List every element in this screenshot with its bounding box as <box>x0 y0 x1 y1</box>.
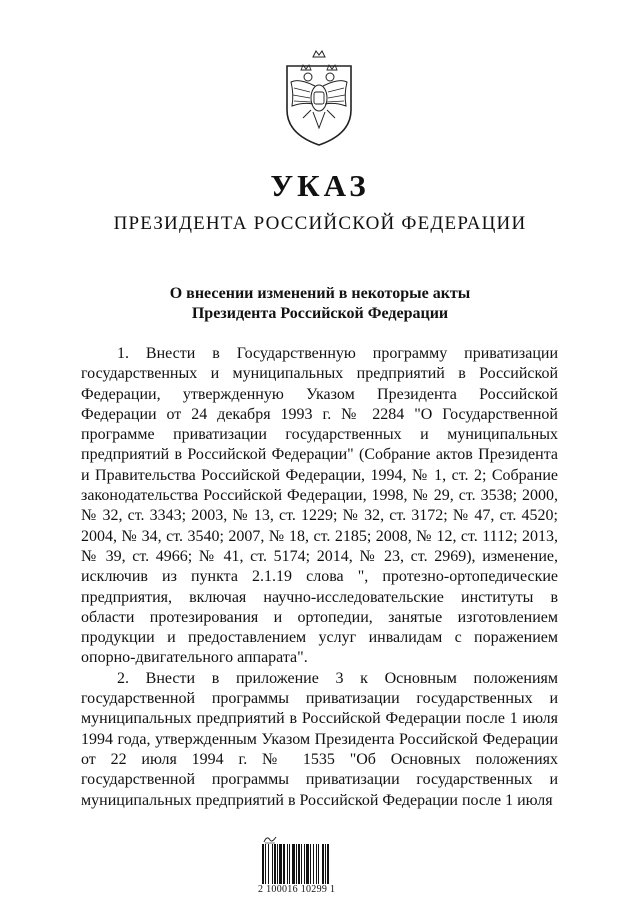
decree-subject <box>0 284 640 324</box>
barcode-block <box>258 834 358 898</box>
paragraph-2: 2. Внести в приложение 3 к Основным положениям государственной программы приватизации государственных и муниципальных предприятий в Российской Федерации после 1 июля 1994 года, утвержденным Указом Президента Российской Федерации от 22 июля 1994 г. № 1535 "Об Основных положениях государственной программы приватизации государственных и муниципальных предприятий в Российской Федерации после 1 июля <box>81 669 558 809</box>
paragraph-1: 1. Внести в Государственную программу приватизации государственных и муниципальных предприятий в Российской Федерации, утвержденную Указом Президента Российской Федерации от 24 декабря 1993 г. № 2284 "О Государственной программе приватизации государственных и муниципальных предприятий в Российской Федерации" (Собрание актов Президента и Правительства Российской Федерации, 1994, № 1, ст. 2; Собрание законодательства Российской Федерации, 1998, № 29, ст. 3538; 2000, № 32, ст. 3343; 2003, № 13, ст. 1229; № 32, ст. 3172; № 47, ст. 4520; 2004, № 34, ст. 3540; 2007, № 18, ст. 2185; 2008, № 12, ст. 1112; 2013, № 39, ст. 4966; № 41, ст. 5174; 2014, № 23, ст. 2969), изменение, исключив из пункта 2.1.19 слова ", протезно-ортопедические предприятия, включая научно-исследовательские институты в области протезирования и ортопедии, занятые изготовлением продукции и предоставлением услуг инвалидам с поражением опорно-двигательного аппарата". <box>81 345 558 667</box>
barcode-icon <box>262 844 352 884</box>
coat-of-arms-icon <box>277 48 361 148</box>
barcode-number: 2 100016 10299 1 <box>258 884 336 895</box>
document-type-title: УКАЗ <box>270 168 370 203</box>
issuer-title: ПРЕЗИДЕНТА РОССИЙСКОЙ ФЕДЕРАЦИИ <box>113 213 527 234</box>
signature-mark-icon <box>263 834 277 844</box>
subject-line-1: О внесении изменений в некоторые акты <box>169 285 471 302</box>
decree-body <box>81 344 558 811</box>
subject-line-2: Президента Российской Федерации <box>191 305 449 322</box>
